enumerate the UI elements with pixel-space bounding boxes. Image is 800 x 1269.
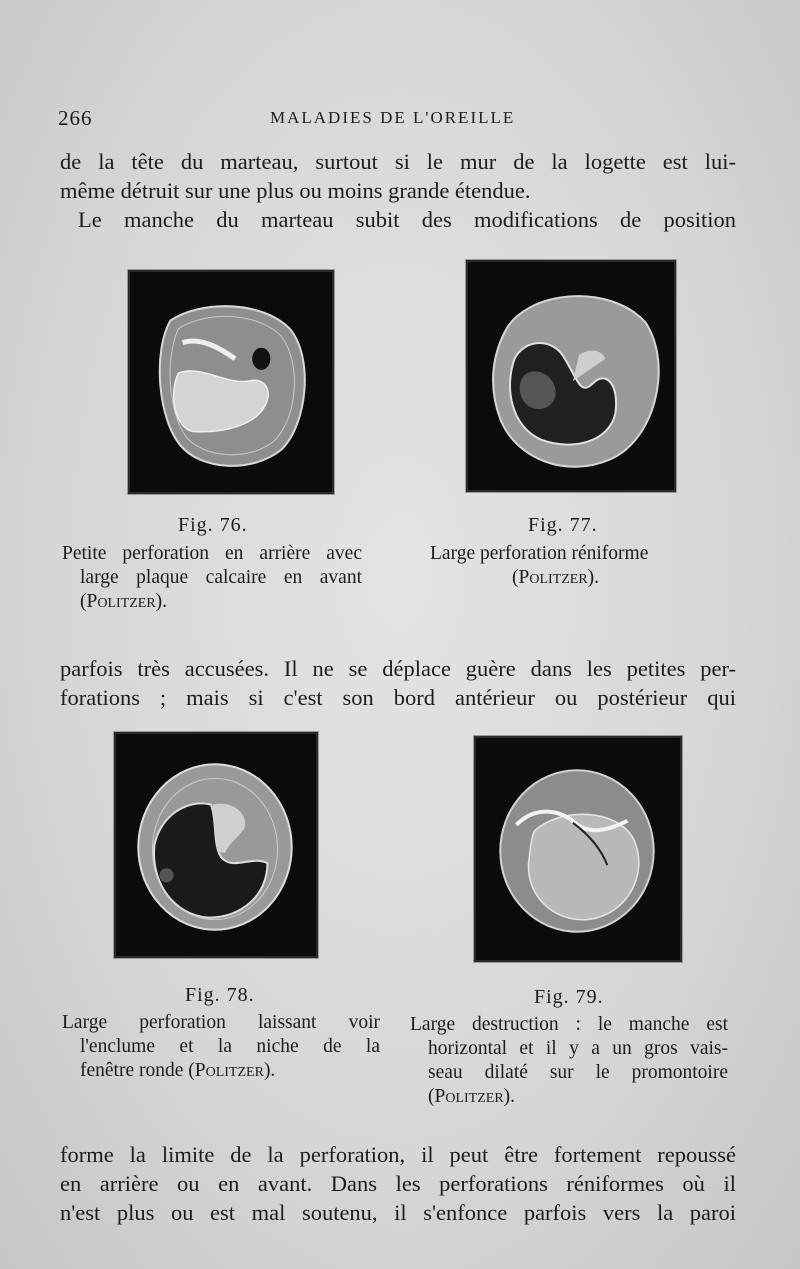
figure-78-caption (62, 1011, 380, 1083)
text-line: n'est plus ou est mal soutenu, il s'enfonce parfois vers la paroi (60, 1200, 736, 1225)
caption-line: horizontal et il y a un gros vais- (428, 1038, 728, 1059)
running-title: MALADIES DE L'OREILLE (270, 108, 516, 127)
text-line: même détruit sur une plus ou moins grande étendue. (60, 178, 531, 203)
figure-76-label: Fig. 76. (178, 514, 248, 536)
figure-76-image (128, 270, 334, 494)
caption-line: Large perforation laissant voir (62, 1012, 380, 1033)
figure-78-label: Fig. 78. (185, 984, 255, 1006)
paragraph-2 (60, 654, 736, 712)
caption-line: (Politzer). (428, 1086, 516, 1107)
text-line: parfois très accusées. Il ne se déplace guère dans les petites per- (60, 656, 736, 681)
figure-79-caption (410, 1013, 728, 1109)
paragraph-3 (60, 1140, 736, 1227)
text-line: forme la limite de la perforation, il peut être fortement repoussé (60, 1142, 736, 1167)
text-line: Le manche du marteau subit des modifications de position (78, 207, 736, 232)
paragraph-1 (60, 147, 736, 234)
text-line: de la tête du marteau, surtout si le mur de la logette est lui- (60, 149, 736, 174)
figure-77-label: Fig. 77. (528, 514, 598, 536)
figure-77-image (466, 260, 676, 492)
figure-78-image (114, 732, 318, 958)
page-header (58, 106, 738, 136)
text-line: en arrière ou en avant. Dans les perforations réniformes où il (60, 1171, 736, 1196)
caption-line: l'enclume et la niche de la (80, 1036, 380, 1057)
text-line: forations ; mais si c'est son bord antérieur ou postérieur qui (60, 685, 736, 710)
author-name: Politzer (518, 567, 588, 588)
figure-79-image (474, 736, 682, 962)
figure-77-caption (430, 542, 710, 590)
author-name: Politzer (434, 1086, 504, 1107)
author-name: Politzer (86, 591, 156, 612)
page-number: 266 (58, 106, 93, 130)
caption-line: (Politzer). (512, 567, 600, 588)
figure-79-label: Fig. 79. (534, 986, 604, 1008)
author-name: Politzer (194, 1060, 264, 1081)
caption-line: (Politzer). (80, 591, 168, 612)
caption-line: Large destruction : le manche est (410, 1014, 728, 1035)
caption-line: Large perforation réniforme (430, 543, 649, 564)
caption-line: fenêtre ronde (Politzer). (80, 1060, 276, 1081)
caption-line: large plaque calcaire en avant (80, 567, 362, 588)
figure-76-caption (62, 542, 362, 614)
caption-line: Petite perforation en arrière avec (62, 543, 362, 564)
caption-line: seau dilaté sur le promontoire (428, 1062, 728, 1083)
